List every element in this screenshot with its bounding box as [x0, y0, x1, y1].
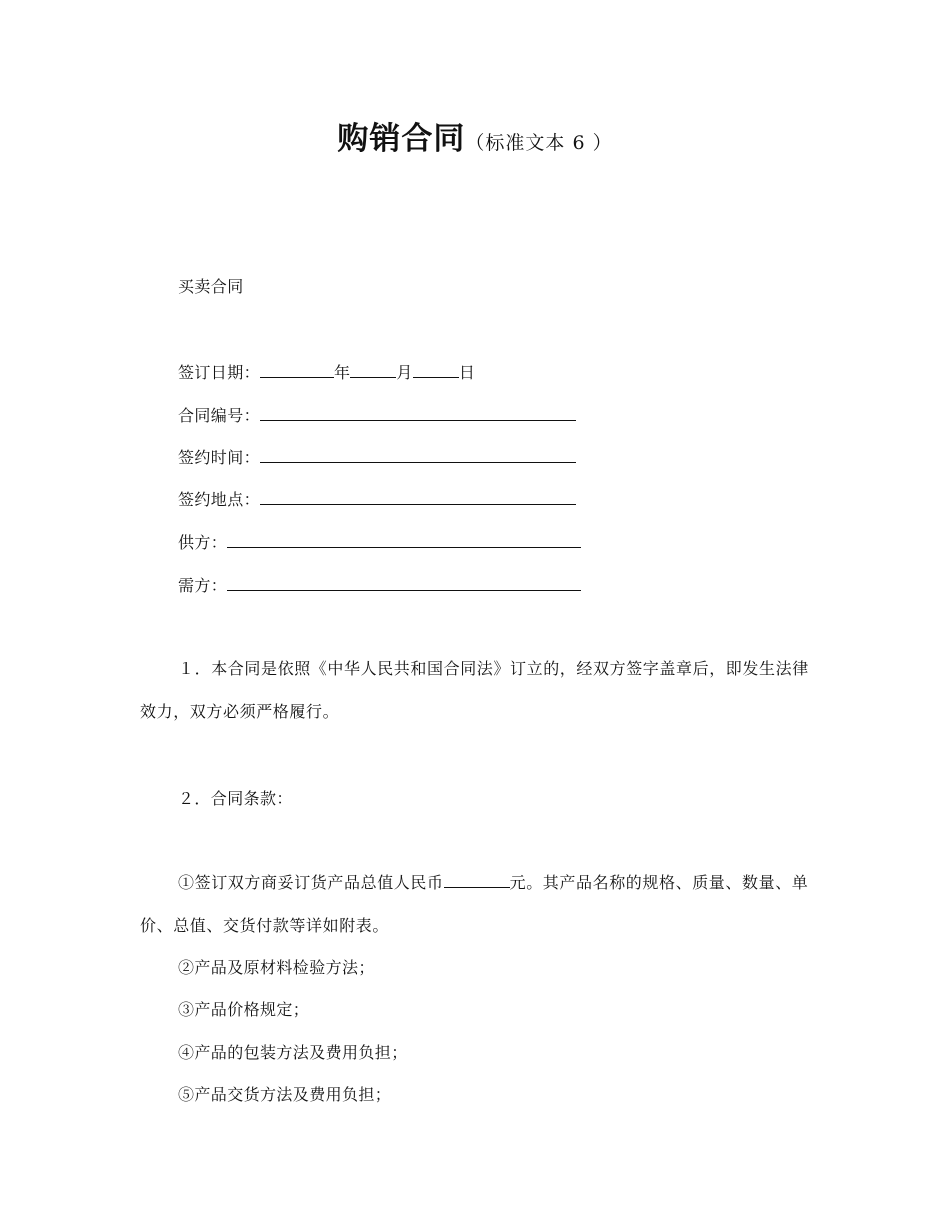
sign-time-blank — [260, 447, 576, 463]
month-label: 月 — [396, 363, 413, 382]
year-blank — [260, 362, 334, 378]
clause-item-2: ②产品及原材料检验方法； — [178, 958, 375, 977]
contract-no-label: 合同编号： — [178, 406, 261, 425]
title-sub: （标准文本 6 ） — [465, 132, 613, 154]
contract-no-row — [178, 405, 576, 427]
title-main: 购销合同 — [337, 121, 466, 157]
amount-blank — [444, 872, 510, 888]
sign-time-row — [178, 447, 576, 469]
day-blank — [413, 362, 459, 378]
supplier-blank — [227, 532, 581, 548]
document-title — [0, 113, 950, 158]
year-label: 年 — [334, 363, 351, 382]
sign-date-row — [178, 362, 475, 384]
contract-no-blank — [260, 405, 576, 421]
supplier-row — [178, 532, 581, 554]
day-label: 日 — [458, 363, 476, 382]
clause-item-3: ③产品价格规定； — [178, 1000, 310, 1019]
clause-1: １．本合同是依照《中华人民共和国合同法》订立的，经双方签字盖章后，即发生法律效力，双方必须严格履行。 — [140, 659, 809, 721]
sign-place-blank — [260, 489, 576, 505]
clause-item-1-b: 元。其产品名称的规格、质量、数量、单价、总值、交货付款等详如附表。 — [140, 873, 809, 935]
supplier-label: 供方： — [178, 533, 228, 552]
buyer-blank — [227, 575, 581, 591]
clause-item-4: ④产品的包装方法及费用负担； — [178, 1043, 408, 1062]
sign-date-label: 签订日期： — [178, 363, 261, 382]
clause-2: ２．合同条款： — [178, 789, 293, 808]
sign-place-label: 签约地点： — [178, 490, 261, 509]
contract-type: 买卖合同 — [178, 277, 244, 296]
sign-place-row — [178, 489, 576, 511]
buyer-label: 需方： — [178, 576, 228, 595]
buyer-row — [178, 575, 581, 597]
clause-item-1 — [140, 861, 820, 947]
clause-item-5: ⑤产品交货方法及费用负担； — [178, 1085, 392, 1104]
clause-item-1-a: ①签订双方商妥订货产品总值人民币 — [178, 873, 444, 892]
sign-time-label: 签约时间： — [178, 448, 261, 467]
month-blank — [350, 362, 396, 378]
